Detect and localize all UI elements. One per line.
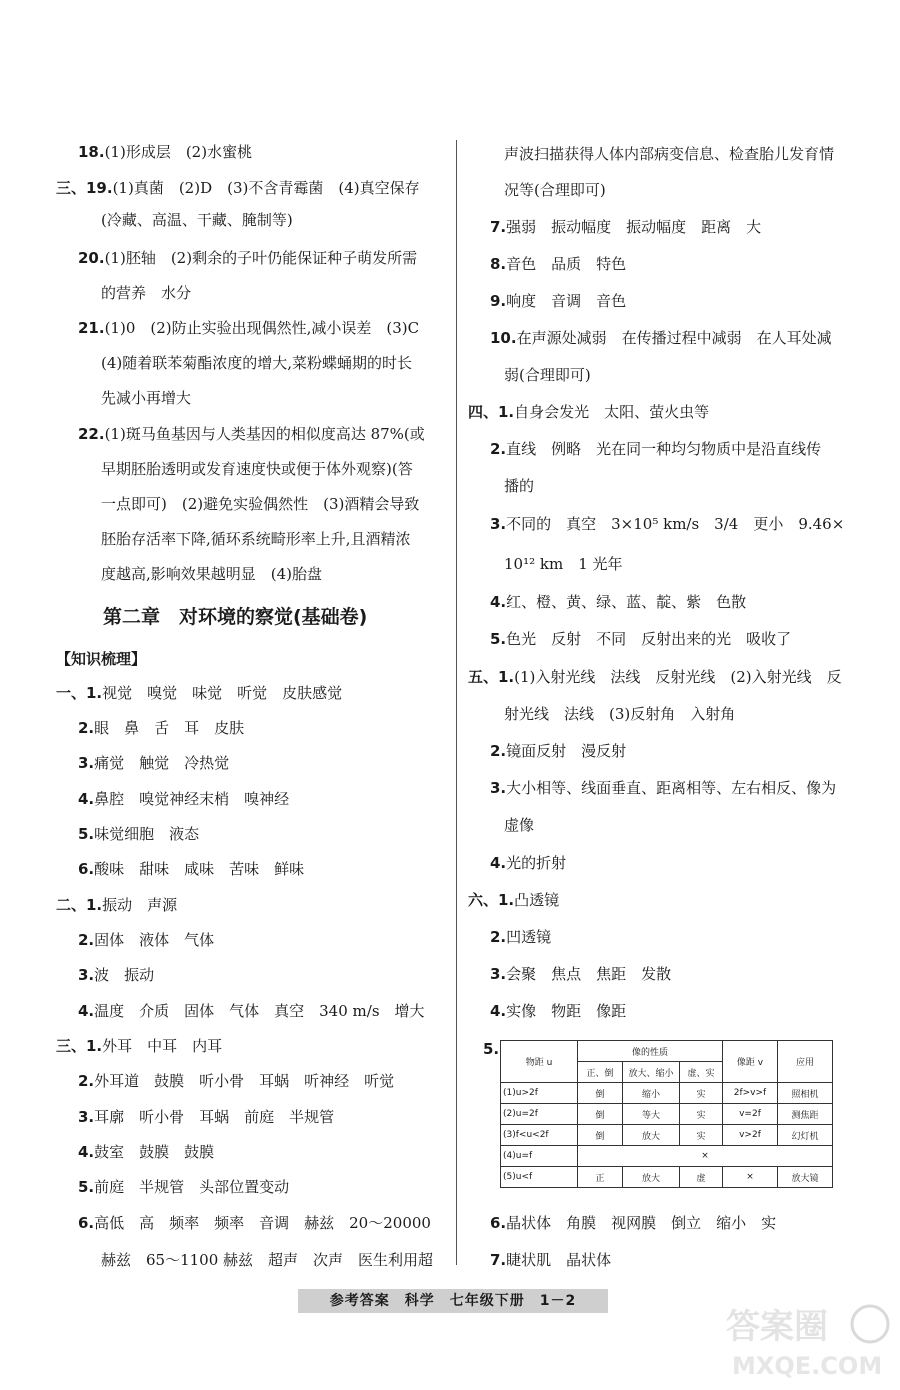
answer-line: (冷藏、高温、干藏、腌制等) bbox=[101, 211, 293, 229]
answer-line: 四、1.自身会发光 太阳、萤火虫等 bbox=[468, 403, 710, 421]
answer-line: 5.色光 反射 不同 反射出来的光 吸收了 bbox=[490, 630, 792, 648]
answer-line: 21.(1)0 (2)防止实验出现偶然性,减小误差 (3)C bbox=[78, 319, 420, 337]
answer-line: 的营养 水分 bbox=[101, 284, 192, 302]
answer-line: 二、1.振动 声源 bbox=[56, 896, 178, 914]
answer-line: 声波扫描获得人体内部病变信息、检查胎儿发育情 bbox=[504, 145, 835, 163]
answer-line: 胚胎存活率下降,循环系统畸形率上升,且酒精浓 bbox=[101, 530, 411, 548]
answer-line: 8.音色 品质 特色 bbox=[490, 255, 627, 273]
section-label: 【知识梳理】 bbox=[56, 650, 147, 668]
answer-line: 4.光的折射 bbox=[490, 854, 567, 872]
answer-line: 度越高,影响效果越明显 (4)胎盘 bbox=[101, 565, 323, 583]
answer-line: 2.凹透镜 bbox=[490, 928, 552, 946]
answer-line: 射光线 法线 (3)反射角 入射角 bbox=[504, 705, 736, 723]
answer-line: 9.响度 音调 音色 bbox=[490, 292, 627, 310]
answer-line: 20.(1)胚轴 (2)剩余的子叶仍能保证种子萌发所需 bbox=[78, 249, 418, 267]
answer-line: 况等(合理即可) bbox=[504, 181, 606, 199]
answer-line: 弱(合理即可) bbox=[504, 366, 591, 384]
table-header: 物距 u bbox=[501, 1041, 578, 1083]
answer-line: 三、19.(1)真菌 (2)D (3)不含青霉菌 (4)真空保存 bbox=[56, 179, 420, 197]
answer-line: 六、1.凸透镜 bbox=[468, 891, 560, 909]
table-header: 放大、缩小 bbox=[623, 1062, 680, 1083]
answer-line: 4.鼻腔 嗅觉神经末梢 嗅神经 bbox=[78, 790, 290, 808]
answer-line: 4.鼓室 鼓膜 鼓膜 bbox=[78, 1143, 215, 1161]
answer-line: 2.外耳道 鼓膜 听小骨 耳蜗 听神经 听觉 bbox=[78, 1072, 395, 1090]
answer-line: 4.温度 介质 固体 气体 真空 340 m/s 增大 bbox=[78, 1002, 425, 1020]
answer-line: 5.味觉细胞 液态 bbox=[78, 825, 200, 843]
answer-line: 10.在声源处减弱 在传播过程中减弱 在人耳处减 bbox=[490, 329, 832, 347]
answer-line: 3.痛觉 触觉 冷热觉 bbox=[78, 754, 230, 772]
answer-line: 先减小再增大 bbox=[101, 389, 192, 407]
answer-line: 3.大小相等、线面垂直、距离相等、左右相反、像为 bbox=[490, 779, 837, 797]
answer-line: 赫兹 65～1100 赫兹 超声 次声 医生利用超 bbox=[101, 1251, 434, 1269]
chapter-title: 第二章 对环境的察觉(基础卷) bbox=[103, 606, 368, 628]
answer-line: 2.固体 液体 气体 bbox=[78, 931, 215, 949]
table-header: 虚、实 bbox=[680, 1062, 723, 1083]
answer-line: 4.红、橙、黄、绿、蓝、靛、紫 色散 bbox=[490, 593, 747, 611]
answer-line: 4.实像 物距 像距 bbox=[490, 1002, 627, 1020]
page-footer: 参考答案 科学 七年级下册 1－2 bbox=[298, 1289, 608, 1313]
lens-imaging-table bbox=[500, 1040, 833, 1188]
answer-line: 三、1.外耳 中耳 内耳 bbox=[56, 1037, 223, 1055]
table-header: 像距 v bbox=[723, 1041, 778, 1083]
answer-line: 6.酸味 甜味 咸味 苦味 鲜味 bbox=[78, 860, 305, 878]
table-row: (1)u>2f 倒 缩小 实 2f>v>f 照相机 bbox=[501, 1083, 833, 1104]
answer-line: 5.前庭 半规管 头部位置变动 bbox=[78, 1178, 290, 1196]
answer-line: 5. bbox=[483, 1040, 500, 1058]
table-header: 正、倒 bbox=[578, 1062, 623, 1083]
answer-line: 播的 bbox=[504, 477, 535, 495]
answer-line: 6.高低 高 频率 频率 音调 赫兹 20～20000 bbox=[78, 1214, 431, 1232]
answer-line: 3.波 振动 bbox=[78, 966, 155, 984]
answer-line: 五、1.(1)入射光线 法线 反射光线 (2)入射光线 反 bbox=[468, 668, 842, 686]
answer-line: 6.晶状体 角膜 视网膜 倒立 缩小 实 bbox=[490, 1214, 777, 1232]
table-header: 像的性质 bbox=[578, 1041, 723, 1062]
answer-line: 3.不同的 真空 3×10⁵ km/s 3/4 更小 9.46× bbox=[490, 515, 845, 533]
answer-line: (4)随着联苯菊酯浓度的增大,菜粉蝶蛹期的时长 bbox=[101, 354, 413, 372]
answer-line: 7.强弱 振动幅度 振动幅度 距离 大 bbox=[490, 218, 762, 236]
column-divider bbox=[456, 140, 457, 1265]
answer-line: 一点即可) (2)避免实验偶然性 (3)酒精会导致 bbox=[101, 495, 420, 513]
table-row: (5)u<f 正 放大 虚 × 放大镜 bbox=[501, 1167, 833, 1188]
answer-line: 2.眼 鼻 舌 耳 皮肤 bbox=[78, 719, 245, 737]
watermark-top: 答案圈 bbox=[726, 1307, 828, 1347]
answer-line: 2.镜面反射 漫反射 bbox=[490, 742, 627, 760]
answer-line: 3.会聚 焦点 焦距 发散 bbox=[490, 965, 672, 983]
answer-line: 22.(1)斑马鱼基因与人类基因的相似度高达 87%(或 bbox=[78, 425, 425, 443]
answer-line: 7.睫状肌 晶状体 bbox=[490, 1251, 612, 1269]
answer-line: 3.耳廓 听小骨 耳蜗 前庭 半规管 bbox=[78, 1108, 335, 1126]
answer-line: 10¹² km 1 光年 bbox=[504, 555, 623, 573]
answer-line: 虚像 bbox=[504, 816, 535, 834]
table-header: 应用 bbox=[778, 1041, 833, 1083]
table-row: (3)f<u<2f 倒 放大 实 v>2f 幻灯机 bbox=[501, 1125, 833, 1146]
answer-line: 一、1.视觉 嗅觉 味觉 听觉 皮肤感觉 bbox=[56, 684, 343, 702]
table-row: (4)u=f × bbox=[501, 1146, 833, 1167]
watermark-bottom: MXQE.COM bbox=[732, 1352, 883, 1380]
table-row: (2)u=2f 倒 等大 实 v=2f 测焦距 bbox=[501, 1104, 833, 1125]
answer-line: 18.(1)形成层 (2)水蜜桃 bbox=[78, 143, 253, 161]
watermark-logo bbox=[722, 1300, 892, 1380]
answer-line: 早期胚胎透明或发育速度快或便于体外观察)(答 bbox=[101, 460, 413, 478]
answer-line: 2.直线 例略 光在同一种均匀物质中是沿直线传 bbox=[490, 440, 822, 458]
